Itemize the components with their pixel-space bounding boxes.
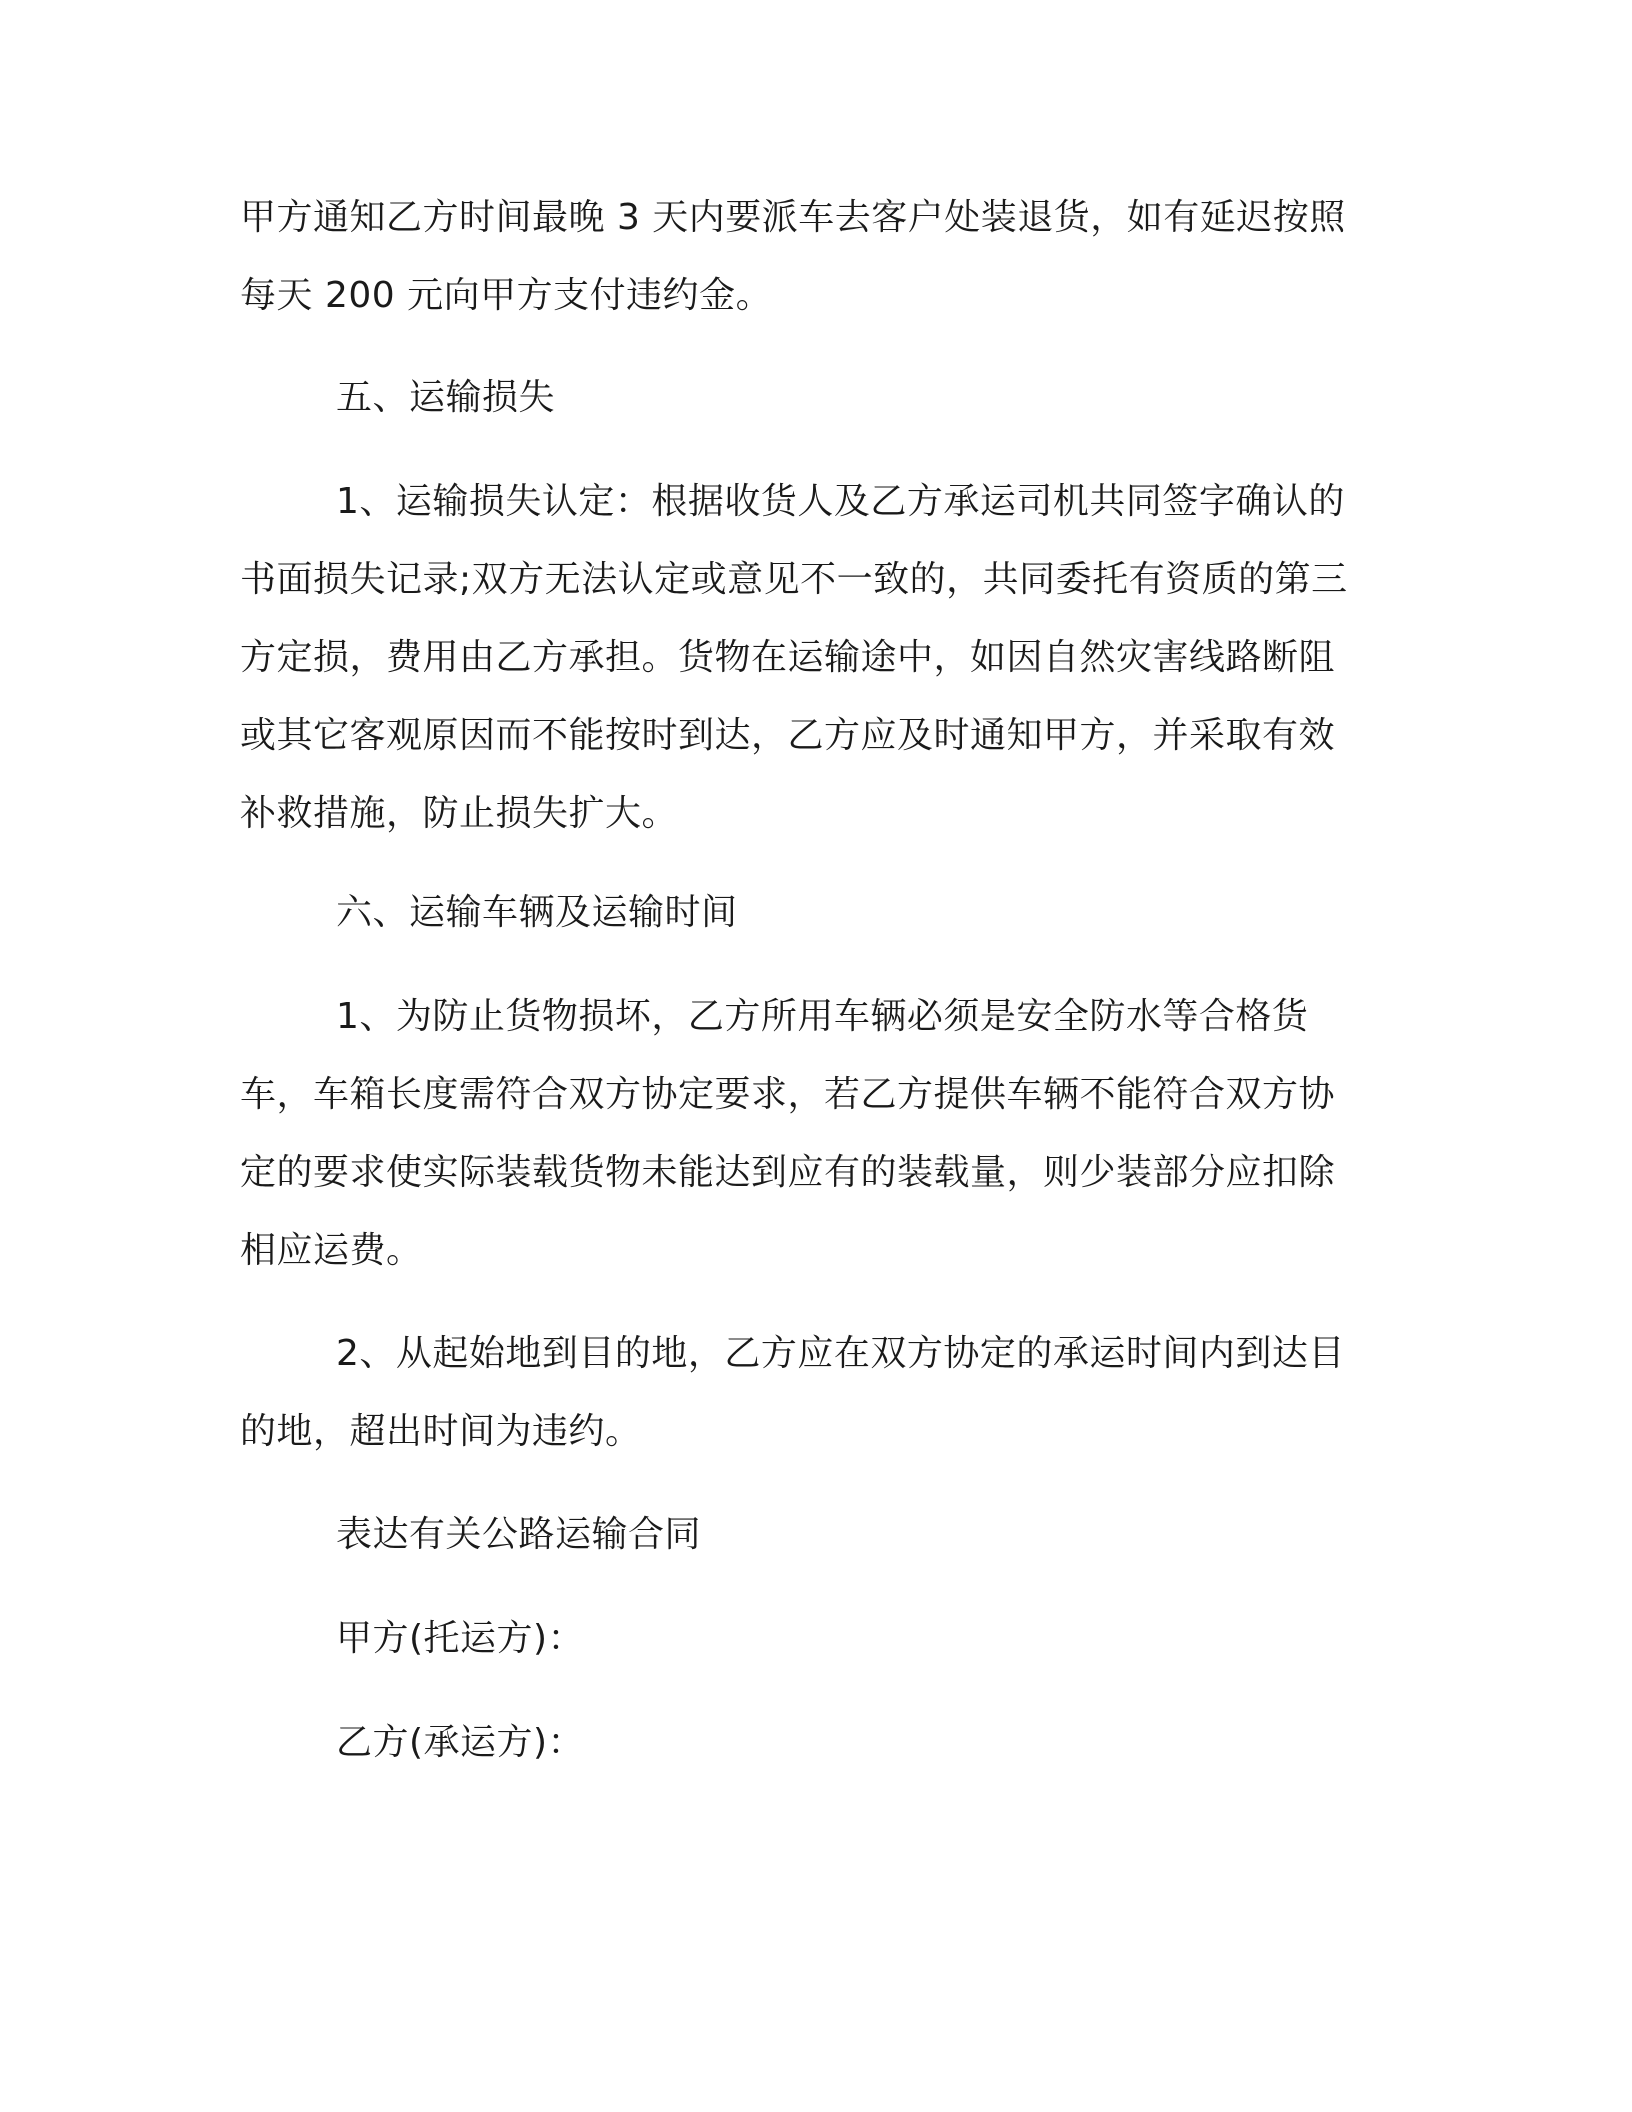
heading-text: 五、运输损失 (336, 377, 556, 418)
text-line: 补救措施，防止损失扩大。 (240, 793, 679, 834)
text-line: 定的要求使实际装载货物未能达到应有的装载量，则少装部分应扣除 (240, 1152, 1336, 1193)
title-text: 表达有关公路运输合同 (336, 1514, 702, 1555)
party-b-label: 乙方(承运方)： (336, 1722, 585, 1763)
section-heading-6 (240, 874, 1370, 952)
party-a-label: 甲方(托运方)： (336, 1618, 585, 1659)
text-line: 甲方通知乙方时间最晚 3 天内要派车去客户处装退货，如有延迟按照 (240, 197, 1346, 238)
text-line: 2、从起始地到目的地，乙方应在双方协定的承运时间内到达目 (336, 1333, 1345, 1374)
text-line: 或其它客观原因而不能按时到达，乙方应及时通知甲方，并采取有效 (240, 715, 1336, 756)
contract-title (240, 1496, 1370, 1574)
text-line: 车，车箱长度需符合双方协定要求，若乙方提供车辆不能符合双方协 (240, 1074, 1336, 1115)
heading-text: 六、运输车辆及运输时间 (336, 892, 738, 933)
paragraph-6-1 (240, 978, 1370, 1290)
text-line: 每天 200 元向甲方支付违约金。 (240, 275, 773, 316)
text-line: 书面损失记录;双方无法认定或意见不一致的，共同委托有资质的第三 (240, 559, 1348, 600)
text-line: 的地，超出时间为违约。 (240, 1411, 642, 1452)
text-line: 1、为防止货物损坏，乙方所用车辆必须是安全防水等合格货 (336, 996, 1309, 1037)
section-heading-5 (240, 359, 1370, 437)
text-line: 相应运费。 (240, 1230, 423, 1271)
paragraph-6-2 (240, 1315, 1370, 1471)
party-b-line (240, 1704, 1370, 1782)
party-a-line (240, 1600, 1370, 1678)
text-line: 方定损，费用由乙方承担。货物在运输途中，如因自然灾害线路断阻 (240, 637, 1336, 678)
paragraph-5-1 (240, 463, 1370, 853)
paragraph-continuation (240, 179, 1370, 335)
text-line: 1、运输损失认定：根据收货人及乙方承运司机共同签字确认的 (336, 481, 1345, 522)
